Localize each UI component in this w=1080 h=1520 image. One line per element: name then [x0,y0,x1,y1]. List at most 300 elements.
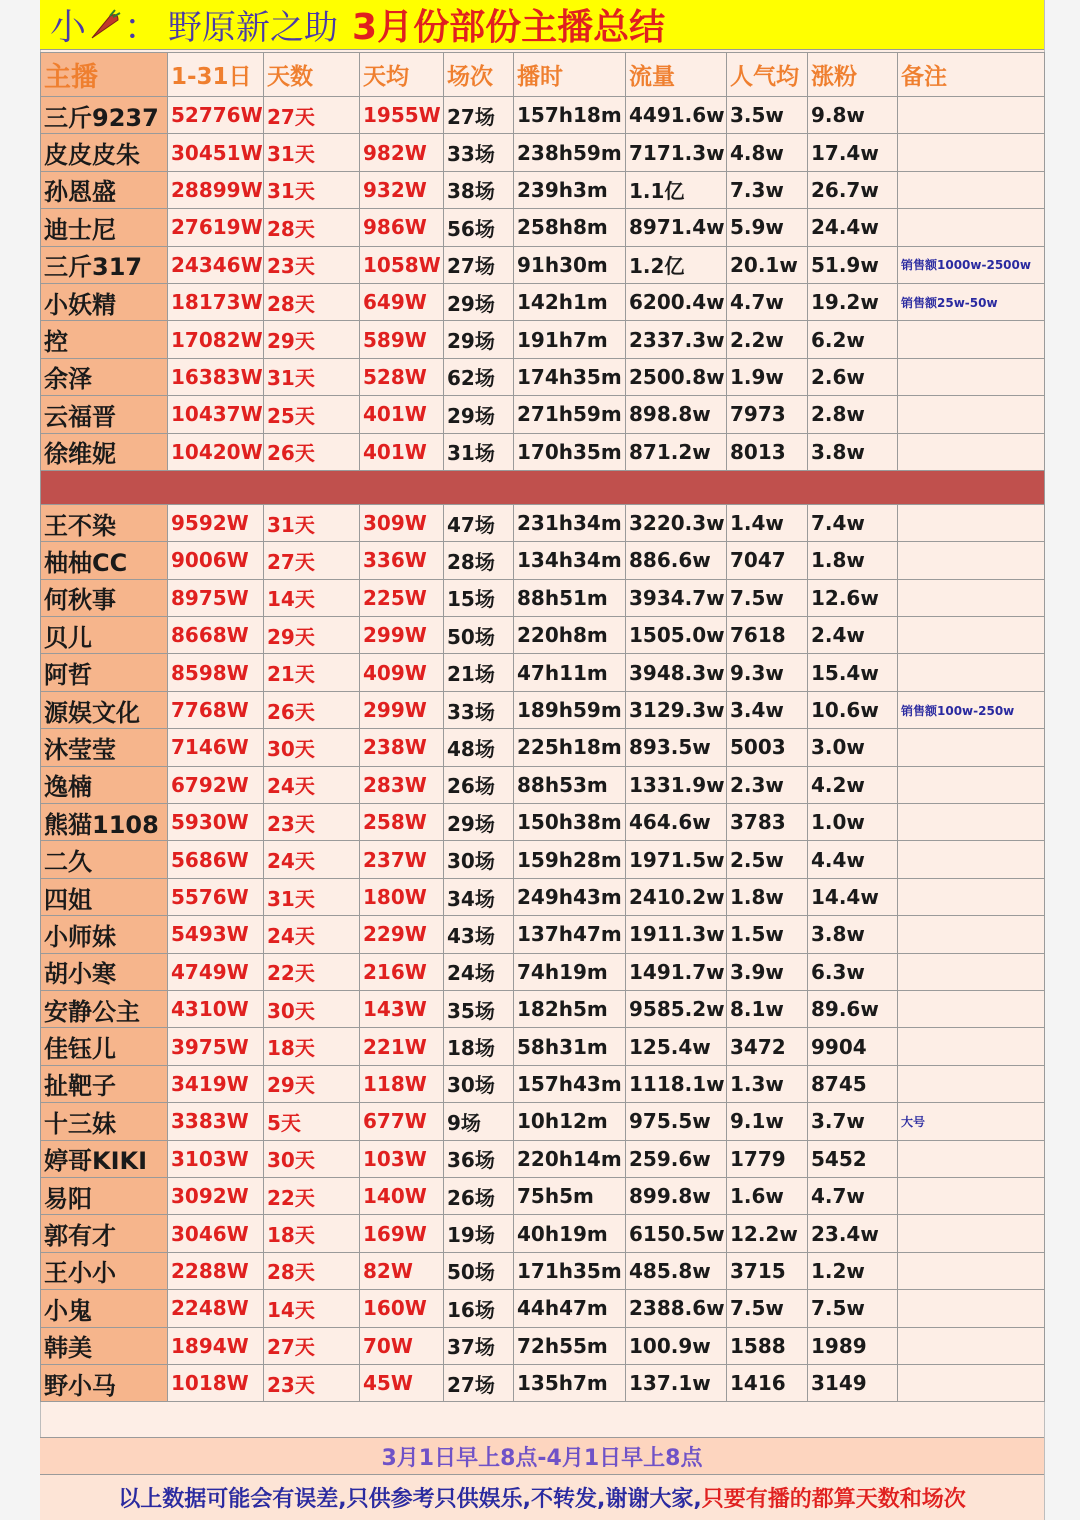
monthly-total-cell: 2248W [168,1290,264,1327]
live-days-cell: 24天 [264,841,360,878]
follower-gain-cell: 4.7w [808,1177,898,1214]
live-days-cell: 29天 [264,321,360,358]
daily-average-cell: 216W [360,953,444,990]
live-days-cell: 28天 [264,209,360,246]
streamer-name-cell: 四姐 [41,878,168,915]
sessions-cell: 26场 [444,766,514,803]
period-footer: 3月1日早上8点-4月1日早上8点 [40,1437,1044,1475]
airtime-cell: 249h43m [514,878,626,915]
live-days-cell: 23天 [264,1364,360,1401]
live-days-cell: 18天 [264,1028,360,1065]
table-row [41,283,1045,320]
live-days-cell: 30天 [264,729,360,766]
avg-popularity-cell: 9.1w [727,1103,808,1140]
live-days-cell: 23天 [264,246,360,283]
live-days-cell: 25天 [264,396,360,433]
avg-popularity-cell: 8013 [727,433,808,470]
live-days-cell: 30天 [264,1140,360,1177]
traffic-cell: 2410.2w [626,878,727,915]
traffic-cell: 485.8w [626,1252,727,1289]
remarks-cell [898,804,1045,841]
airtime-cell: 157h43m [514,1065,626,1102]
airtime-cell: 271h59m [514,396,626,433]
airtime-cell: 150h38m [514,804,626,841]
sessions-cell: 18场 [444,1028,514,1065]
table-row [41,990,1045,1027]
monthly-total-cell: 7146W [168,729,264,766]
disclaimer-footer [40,1475,1044,1520]
avg-popularity-cell: 3472 [727,1028,808,1065]
remarks-cell [898,841,1045,878]
follower-gain-cell: 6.3w [808,953,898,990]
remarks-cell [898,97,1045,134]
streamer-name-cell: 王不染 [41,504,168,541]
table-row [41,654,1045,691]
daily-average-cell: 238W [360,729,444,766]
daily-average-cell: 677W [360,1103,444,1140]
remarks-cell [898,1028,1045,1065]
live-days-cell: 31天 [264,171,360,208]
daily-average-cell: 1955W [360,97,444,134]
traffic-cell: 259.6w [626,1140,727,1177]
monthly-total-cell: 3975W [168,1028,264,1065]
table-row [41,433,1045,470]
monthly-total-cell: 10420W [168,433,264,470]
table-row [41,579,1045,616]
remarks-cell [898,990,1045,1027]
daily-average-cell: 82W [360,1252,444,1289]
table-row [41,804,1045,841]
column-header-streamer-name: 主播 [41,53,168,97]
live-days-cell: 31天 [264,878,360,915]
streamer-name-cell: 余泽 [41,358,168,395]
airtime-cell: 258h8m [514,209,626,246]
streamer-name-cell: 扯靶子 [41,1065,168,1102]
traffic-cell: 1.1亿 [626,171,727,208]
remarks-cell [898,171,1045,208]
follower-gain-cell: 15.4w [808,654,898,691]
daily-average-cell: 401W [360,396,444,433]
streamer-name-cell: 逸楠 [41,766,168,803]
follower-gain-cell: 89.6w [808,990,898,1027]
traffic-cell: 1118.1w [626,1065,727,1102]
avg-popularity-cell: 1779 [727,1140,808,1177]
streamer-name-cell: 十三妹 [41,1103,168,1140]
monthly-total-cell: 3383W [168,1103,264,1140]
traffic-cell: 137.1w [626,1364,727,1401]
streamer-name-cell: 皮皮皮朱 [41,134,168,171]
daily-average-cell: 45W [360,1364,444,1401]
remarks-cell [898,1364,1045,1401]
airtime-cell: 91h30m [514,246,626,283]
follower-gain-cell: 3.0w [808,729,898,766]
avg-popularity-cell: 1.4w [727,504,808,541]
follower-gain-cell: 3.8w [808,433,898,470]
airtime-cell: 238h59m [514,134,626,171]
traffic-cell: 9585.2w [626,990,727,1027]
sessions-cell: 28场 [444,542,514,579]
airtime-cell: 239h3m [514,171,626,208]
sessions-cell: 50场 [444,1252,514,1289]
monthly-total-cell: 2288W [168,1252,264,1289]
sessions-cell: 35场 [444,990,514,1027]
table-row [41,97,1045,134]
airtime-cell: 10h12m [514,1103,626,1140]
sessions-cell: 29场 [444,283,514,320]
sessions-cell: 36场 [444,1140,514,1177]
daily-average-cell: 221W [360,1028,444,1065]
table-row [41,953,1045,990]
follower-gain-cell: 3149 [808,1364,898,1401]
avg-popularity-cell: 7047 [727,542,808,579]
avg-popularity-cell: 7973 [727,396,808,433]
daily-average-cell: 336W [360,542,444,579]
follower-gain-cell: 1.8w [808,542,898,579]
daily-average-cell: 237W [360,841,444,878]
remarks-cell [898,542,1045,579]
monthly-total-cell: 16383W [168,358,264,395]
daily-average-cell: 118W [360,1065,444,1102]
sessions-cell: 34场 [444,878,514,915]
daily-average-cell: 225W [360,579,444,616]
daily-average-cell: 982W [360,134,444,171]
avg-popularity-cell: 1.3w [727,1065,808,1102]
traffic-cell: 2337.3w [626,321,727,358]
streamer-name-cell: 孙恩盛 [41,171,168,208]
follower-gain-cell: 6.2w [808,321,898,358]
monthly-total-cell: 30451W [168,134,264,171]
table-row [41,691,1045,728]
remarks-cell [898,1177,1045,1214]
table-row [41,1215,1045,1252]
avg-popularity-cell: 2.2w [727,321,808,358]
follower-gain-cell: 23.4w [808,1215,898,1252]
monthly-total-cell: 52776W [168,97,264,134]
streamer-name-cell: 徐维妮 [41,433,168,470]
live-days-cell: 27天 [264,97,360,134]
follower-gain-cell: 12.6w [808,579,898,616]
table-row [41,1028,1045,1065]
monthly-total-cell: 24346W [168,246,264,283]
daily-average-cell: 401W [360,433,444,470]
sessions-cell: 62场 [444,358,514,395]
traffic-cell: 975.5w [626,1103,727,1140]
sessions-cell: 29场 [444,321,514,358]
traffic-cell: 898.8w [626,396,727,433]
traffic-cell: 8971.4w [626,209,727,246]
remarks-cell [898,766,1045,803]
title-prefix: 小 [50,7,87,48]
streamer-summary-table [40,52,1045,1402]
streamer-name-cell: 贝儿 [41,617,168,654]
traffic-cell: 1331.9w [626,766,727,803]
traffic-cell: 100.9w [626,1327,727,1364]
follower-gain-cell: 8745 [808,1065,898,1102]
table-row [41,1252,1045,1289]
traffic-cell: 1971.5w [626,841,727,878]
follower-gain-cell: 2.4w [808,617,898,654]
live-days-cell: 14天 [264,1290,360,1327]
airtime-cell: 157h18m [514,97,626,134]
daily-average-cell: 409W [360,654,444,691]
table-row [41,396,1045,433]
sessions-cell: 26场 [444,1177,514,1214]
monthly-total-cell: 5930W [168,804,264,841]
remarks-cell: 大号 [898,1103,1045,1140]
follower-gain-cell: 26.7w [808,171,898,208]
traffic-cell: 3220.3w [626,504,727,541]
airtime-cell: 189h59m [514,691,626,728]
avg-popularity-cell: 8.1w [727,990,808,1027]
streamer-name-cell: 易阳 [41,1177,168,1214]
sessions-cell: 29场 [444,804,514,841]
sessions-cell: 50场 [444,617,514,654]
table-row [41,1177,1045,1214]
remarks-cell [898,1252,1045,1289]
airtime-cell: 220h8m [514,617,626,654]
separator-bar [41,470,1045,504]
sessions-cell: 47场 [444,504,514,541]
avg-popularity-cell: 1588 [727,1327,808,1364]
monthly-total-cell: 4310W [168,990,264,1027]
monthly-total-cell: 8975W [168,579,264,616]
streamer-name-cell: 韩美 [41,1327,168,1364]
title-bar [40,0,1044,50]
live-days-cell: 29天 [264,1065,360,1102]
airtime-cell: 47h11m [514,654,626,691]
monthly-total-cell: 27619W [168,209,264,246]
traffic-cell: 899.8w [626,1177,727,1214]
live-days-cell: 18天 [264,1215,360,1252]
traffic-cell: 3934.7w [626,579,727,616]
traffic-cell: 125.4w [626,1028,727,1065]
sessions-cell: 38场 [444,171,514,208]
daily-average-cell: 299W [360,617,444,654]
streamer-name-cell: 小师妹 [41,916,168,953]
avg-popularity-cell: 7.5w [727,1290,808,1327]
live-days-cell: 14天 [264,579,360,616]
live-days-cell: 28天 [264,283,360,320]
streamer-name-cell: 二久 [41,841,168,878]
streamer-name-cell: 云福晋 [41,396,168,433]
monthly-total-cell: 3092W [168,1177,264,1214]
left-gutter [0,0,41,1520]
follower-gain-cell: 10.6w [808,691,898,728]
follower-gain-cell: 5452 [808,1140,898,1177]
streamer-account-name: 野原新之助 [168,8,339,48]
streamer-name-cell: 三斤317 [41,246,168,283]
live-days-cell: 31天 [264,134,360,171]
remarks-cell [898,953,1045,990]
avg-popularity-cell: 1.8w [727,878,808,915]
streamer-name-cell: 柚柚CC [41,542,168,579]
airtime-cell: 88h51m [514,579,626,616]
follower-gain-cell: 4.4w [808,841,898,878]
airtime-cell: 72h55m [514,1327,626,1364]
streamer-name-cell: 安静公主 [41,990,168,1027]
airtime-cell: 225h18m [514,729,626,766]
column-header-follower-gain: 涨粉 [808,53,898,97]
daily-average-cell: 103W [360,1140,444,1177]
streamer-name-cell: 何秋事 [41,579,168,616]
live-days-cell: 26天 [264,433,360,470]
daily-average-cell: 143W [360,990,444,1027]
avg-popularity-cell: 20.1w [727,246,808,283]
table-row [41,321,1045,358]
page-title: 3月份部份主播总结 [352,7,666,48]
table-row [41,542,1045,579]
avg-popularity-cell: 7.5w [727,579,808,616]
traffic-cell: 1.2亿 [626,246,727,283]
sessions-cell: 56场 [444,209,514,246]
avg-popularity-cell: 4.8w [727,134,808,171]
streamer-name-cell: 三斤9237 [41,97,168,134]
remarks-cell: 销售额1000w-2500w [898,246,1045,283]
airtime-cell: 220h14m [514,1140,626,1177]
sessions-cell: 30场 [444,1065,514,1102]
table-row [41,916,1045,953]
right-gutter [1044,0,1080,1520]
traffic-cell: 1505.0w [626,617,727,654]
monthly-total-cell: 6792W [168,766,264,803]
remarks-cell [898,134,1045,171]
sessions-cell: 43场 [444,916,514,953]
daily-average-cell: 528W [360,358,444,395]
column-header-remarks: 备注 [898,53,1045,97]
sessions-cell: 33场 [444,134,514,171]
monthly-total-cell: 5576W [168,878,264,915]
follower-gain-cell: 2.8w [808,396,898,433]
remarks-cell: 销售额25w-50w [898,283,1045,320]
sessions-cell: 16场 [444,1290,514,1327]
remarks-cell [898,878,1045,915]
sessions-cell: 15场 [444,579,514,616]
remarks-cell [898,1327,1045,1364]
follower-gain-cell: 24.4w [808,209,898,246]
follower-gain-cell: 7.4w [808,504,898,541]
follower-gain-cell: 1989 [808,1327,898,1364]
live-days-cell: 27天 [264,1327,360,1364]
streamer-name-cell: 熊猫1108 [41,804,168,841]
airtime-cell: 191h7m [514,321,626,358]
remarks-cell [898,617,1045,654]
table-row [41,1364,1045,1401]
traffic-cell: 2388.6w [626,1290,727,1327]
avg-popularity-cell: 1.6w [727,1177,808,1214]
streamer-name-cell: 郭有才 [41,1215,168,1252]
monthly-total-cell: 3419W [168,1065,264,1102]
table-row [41,1065,1045,1102]
airtime-cell: 58h31m [514,1028,626,1065]
table-row [41,134,1045,171]
avg-popularity-cell: 3.9w [727,953,808,990]
follower-gain-cell: 7.5w [808,1290,898,1327]
monthly-total-cell: 8668W [168,617,264,654]
live-days-cell: 24天 [264,916,360,953]
sessions-cell: 27场 [444,246,514,283]
avg-popularity-cell: 2.3w [727,766,808,803]
monthly-total-cell: 9006W [168,542,264,579]
sessions-cell: 19场 [444,1215,514,1252]
airtime-cell: 137h47m [514,916,626,953]
live-days-cell: 27天 [264,542,360,579]
sessions-cell: 27场 [444,1364,514,1401]
daily-average-cell: 229W [360,916,444,953]
streamer-name-cell: 小妖精 [41,283,168,320]
monthly-total-cell: 5493W [168,916,264,953]
monthly-total-cell: 7768W [168,691,264,728]
avg-popularity-cell: 3783 [727,804,808,841]
daily-average-cell: 140W [360,1177,444,1214]
streamer-name-cell: 婷哥KIKI [41,1140,168,1177]
sessions-cell: 33场 [444,691,514,728]
avg-popularity-cell: 4.7w [727,283,808,320]
traffic-cell: 3948.3w [626,654,727,691]
avg-popularity-cell: 1.9w [727,358,808,395]
follower-gain-cell: 51.9w [808,246,898,283]
table-row [41,1290,1045,1327]
follower-gain-cell: 2.6w [808,358,898,395]
live-days-cell: 31天 [264,504,360,541]
airtime-cell: 135h7m [514,1364,626,1401]
avg-popularity-cell: 9.3w [727,654,808,691]
daily-average-cell: 299W [360,691,444,728]
live-days-cell: 26天 [264,691,360,728]
sessions-cell: 31场 [444,433,514,470]
table-row [41,504,1045,541]
table-row [41,358,1045,395]
remarks-cell [898,916,1045,953]
follower-gain-cell: 3.8w [808,916,898,953]
monthly-total-cell: 9592W [168,504,264,541]
table-row [41,171,1045,208]
live-days-cell: 22天 [264,953,360,990]
table-row [41,729,1045,766]
daily-average-cell: 169W [360,1215,444,1252]
sessions-cell: 48场 [444,729,514,766]
daily-average-cell: 283W [360,766,444,803]
header-row [41,53,1045,97]
sessions-cell: 9场 [444,1103,514,1140]
traffic-cell: 3129.3w [626,691,727,728]
streamer-name-cell: 小鬼 [41,1290,168,1327]
follower-gain-cell: 3.7w [808,1103,898,1140]
airtime-cell: 159h28m [514,841,626,878]
monthly-total-cell: 17082W [168,321,264,358]
traffic-cell: 7171.3w [626,134,727,171]
remarks-cell [898,1290,1045,1327]
column-header-daily-average: 天均 [360,53,444,97]
traffic-cell: 886.6w [626,542,727,579]
traffic-cell: 1491.7w [626,953,727,990]
daily-average-cell: 70W [360,1327,444,1364]
airtime-cell: 74h19m [514,953,626,990]
streamer-name-cell: 迪士尼 [41,209,168,246]
disclaimer-text: 以上数据可能会有误差,只供参考只供娱乐,不转发,谢谢大家, [118,1487,702,1512]
traffic-cell: 6150.5w [626,1215,727,1252]
sessions-cell: 27场 [444,97,514,134]
table-row [41,766,1045,803]
daily-average-cell: 309W [360,504,444,541]
column-header-avg-popularity: 人气均 [727,53,808,97]
airtime-cell: 40h19m [514,1215,626,1252]
daily-average-cell: 160W [360,1290,444,1327]
streamer-name-cell: 源娱文化 [41,691,168,728]
daily-average-cell: 589W [360,321,444,358]
follower-gain-cell: 1.0w [808,804,898,841]
streamer-name-cell: 野小马 [41,1364,168,1401]
avg-popularity-cell: 7618 [727,617,808,654]
